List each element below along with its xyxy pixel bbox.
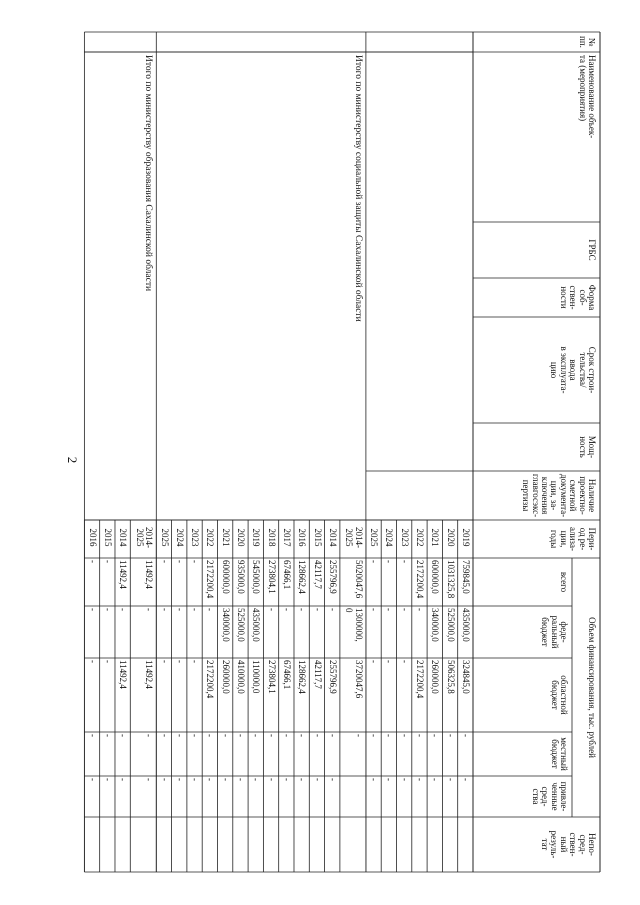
cell-local: - (144, 734, 155, 737)
cell-federal: - (415, 608, 426, 611)
cell-attracted: - (102, 778, 113, 781)
cell-total: - (399, 560, 410, 563)
cell-total: 67466,1 (282, 560, 292, 590)
cell-attracted: - (327, 778, 338, 781)
cell-regional: 67466,1 (282, 660, 292, 690)
header-object-name: Наименование объек- та (мероприятия) (577, 55, 597, 139)
cell-regional: 324845,0 (461, 660, 471, 694)
cell-attracted: - (87, 778, 98, 781)
page-number: 2 (65, 456, 80, 464)
cell-year: 2024 (384, 528, 395, 547)
cell-local: - (461, 734, 471, 737)
cell-local: - (369, 734, 380, 737)
cell-total: - (87, 560, 98, 563)
header-attracted-funds: привле- ченные сред- ства (530, 781, 569, 812)
cell-year: 2023 (190, 528, 201, 547)
cell-federal: - (174, 608, 185, 611)
header-financing-volume: Объем финансирования, тыс. рублей (587, 617, 597, 758)
cell-total: 600000,0 (430, 560, 441, 594)
cell-local: - (102, 734, 113, 737)
cell-federal: - (144, 608, 155, 611)
cell-year: 2014 (118, 528, 129, 547)
cell-total: 545000,0 (251, 560, 262, 594)
header-total: всего (559, 571, 569, 593)
cell-federal: - (159, 608, 170, 611)
cell-year: 2014 (327, 528, 338, 547)
cell-year: 2015 (102, 528, 113, 547)
cell-regional: 42117,7 (312, 660, 323, 689)
cell-regional: 11492,4 (118, 660, 129, 689)
cell-regional: - (384, 660, 395, 663)
cell-year: 2019 (251, 528, 262, 547)
cell-total: - (369, 560, 380, 563)
header-ownership: Форма соб- ствен- ности (558, 284, 597, 311)
cell-local: - (220, 734, 231, 737)
cell-total: - (102, 560, 113, 563)
cell-attracted: - (430, 778, 441, 781)
cell-year: 2019 (461, 528, 471, 547)
cell-year: 2014- 2025 (344, 527, 364, 548)
cell-total: 935000,0 (236, 560, 247, 594)
cell-year: 2018 (266, 528, 277, 547)
cell-attracted: - (369, 778, 380, 781)
cell-year: 2015 (312, 528, 323, 547)
header-local-budget: местный бюджет (549, 737, 569, 771)
cell-regional: 11492,4 (144, 660, 155, 689)
cell-federal: 435000,0 (251, 608, 262, 642)
cell-federal: 1300000, 0 (344, 608, 364, 642)
header-capacity: Мощ- ность (577, 435, 597, 459)
cell-attracted: - (118, 778, 129, 781)
cell-federal: 525000,0 (236, 608, 247, 642)
cell-federal: - (327, 608, 338, 611)
cell-year: 2016 (87, 528, 98, 547)
cell-local: - (282, 734, 292, 737)
cell-federal: - (399, 608, 410, 611)
cell-federal: - (369, 608, 380, 611)
cell-year: 2021 (430, 528, 441, 547)
cell-regional: 255796,9 (327, 660, 338, 694)
cell-local: - (445, 734, 456, 737)
cell-regional: 260000,0 (430, 660, 441, 694)
cell-total: 128662,4 (297, 560, 308, 594)
cell-total: - (159, 560, 170, 563)
cell-federal: - (87, 608, 98, 611)
cell-total: - (384, 560, 395, 563)
cell-regional: 506325,8 (445, 660, 456, 694)
cell-attracted: - (174, 778, 185, 781)
cell-attracted: - (205, 778, 216, 781)
cell-regional: 128662,4 (297, 660, 308, 694)
cell-federal: - (282, 608, 292, 611)
cell-local: - (415, 734, 426, 737)
cell-year: 2020 (236, 528, 247, 547)
cell-local: - (251, 734, 262, 737)
cell-regional: - (399, 660, 410, 663)
cell-attracted: - (282, 778, 292, 781)
cell-year: 2022 (205, 528, 216, 547)
cell-federal: - (118, 608, 129, 611)
cell-total: 11492,4 (118, 560, 129, 589)
cell-regional: - (102, 660, 113, 663)
header-direct-result: Непо- сред- ствен- ный резуль- тат (539, 830, 597, 859)
cell-regional: 2172200,4 (205, 660, 216, 699)
cell-federal: 340000,0 (430, 608, 441, 642)
cell-year: 2023 (399, 528, 410, 547)
cell-local: - (190, 734, 201, 737)
cell-local: - (399, 734, 410, 737)
cell-attracted: - (251, 778, 262, 781)
cell-local: - (174, 734, 185, 737)
cell-local: - (205, 734, 216, 737)
cell-local: - (266, 734, 277, 737)
cell-federal: - (312, 608, 323, 611)
cell-total: 1031325,8 (445, 560, 456, 599)
cell-attracted: - (220, 778, 231, 781)
cell-local: - (118, 734, 129, 737)
cell-year: 2025 (159, 528, 170, 547)
cell-attracted: - (297, 778, 308, 781)
header-documentation: Наличие проектно- сметной документа- ции, за- ключения главгосэкс- пертизы (521, 473, 597, 518)
cell-federal: - (297, 608, 308, 611)
cell-federal: - (190, 608, 201, 611)
cell-federal: - (102, 608, 113, 611)
cell-attracted: - (461, 778, 471, 781)
cell-federal: 435000,0 (461, 608, 471, 642)
cell-attracted: - (384, 778, 395, 781)
cell-attracted: - (312, 778, 323, 781)
cell-year: 2022 (415, 528, 426, 547)
financing-table (80, 32, 600, 872)
cell-year: 2016 (297, 528, 308, 547)
cell-year: 2025 (369, 528, 380, 547)
cell-federal: 340000,0 (220, 608, 231, 642)
cell-regional: 110000,0 (251, 660, 262, 694)
cell-attracted: - (266, 778, 277, 781)
cell-local: - (312, 734, 323, 737)
cell-year: 2024 (174, 528, 185, 547)
cell-total: 255796,9 (327, 560, 338, 594)
cell-local: - (430, 734, 441, 737)
cell-total: 11492,4 (144, 560, 155, 589)
cell-regional: 410000,0 (236, 660, 247, 694)
header-construction-term: Срок строи- тельства/ ввода в эксплуата- цию (549, 346, 597, 394)
cell-regional: 2172200,4 (415, 660, 426, 699)
cell-local: - (327, 734, 338, 737)
cell-total: 2172200,4 (205, 560, 216, 599)
cell-total: - (174, 560, 185, 563)
cell-regional: - (159, 660, 170, 663)
cell-regional: - (369, 660, 380, 663)
cell-local: - (353, 734, 364, 737)
header-federal-budget: феде- ральный бюджет (540, 615, 569, 649)
cell-attracted: - (236, 778, 247, 781)
header-number: № пп. (577, 36, 597, 48)
cell-attracted: - (144, 778, 155, 781)
cell-regional: - (174, 660, 185, 663)
cell-federal: - (266, 608, 277, 611)
cell-year: 2021 (220, 528, 231, 547)
cell-attracted: - (190, 778, 201, 781)
cell-local: - (159, 734, 170, 737)
cell-local: - (297, 734, 308, 737)
cell-year: 2017 (282, 528, 292, 547)
cell-total: 2172200,4 (415, 560, 426, 599)
group-title: Итого по министерству образования Сахалинской области (143, 55, 154, 292)
cell-year: 2020 (445, 528, 456, 547)
cell-total: 42117,7 (312, 560, 323, 589)
cell-federal: 525000,0 (445, 608, 456, 642)
cell-regional: 260000,0 (220, 660, 231, 694)
cell-attracted: - (159, 778, 170, 781)
cell-attracted: - (399, 778, 410, 781)
cell-federal: - (205, 608, 216, 611)
cell-regional: 273804,1 (266, 660, 277, 694)
header-regional-budget: областной бюджет (549, 675, 569, 715)
table-grid (80, 32, 600, 872)
cell-total: 600000,0 (220, 560, 231, 594)
cell-attracted: - (445, 778, 456, 781)
cell-regional: 3720047,6 (353, 660, 364, 699)
cell-federal: - (384, 608, 395, 611)
cell-year: 2014- 2025 (134, 527, 155, 548)
cell-attracted: - (415, 778, 426, 781)
cell-total: 273804,1 (266, 560, 277, 594)
cell-total: - (190, 560, 201, 563)
header-grbs: ГРБС (587, 239, 597, 261)
cell-regional: - (87, 660, 98, 663)
cell-regional: - (190, 660, 201, 663)
cell-local: - (236, 734, 247, 737)
group-title: Итого по министерству социальной защиты Сахалинской области (352, 55, 363, 322)
cell-total: 759845,0 (461, 560, 471, 594)
cell-total: 5020047,6 (353, 560, 364, 599)
cell-local: - (87, 734, 98, 737)
cell-local: - (384, 734, 395, 737)
header-period: Пери- од ре- ализа- ции, годы (549, 527, 597, 551)
